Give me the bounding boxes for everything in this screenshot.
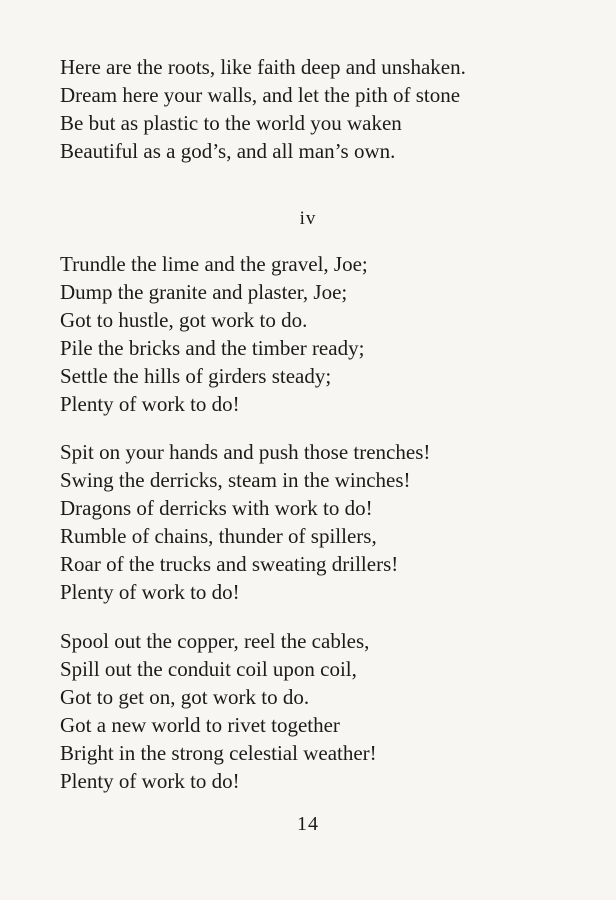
poem-line: Here are the roots, like faith deep and unshaken. <box>60 55 466 79</box>
poem-line: Trundle the lime and the gravel, Joe; <box>60 252 368 276</box>
poem-line: Swing the derricks, steam in the winches! <box>60 468 411 492</box>
poem-line: Got to get on, got work to do. <box>60 685 310 709</box>
poem-line: Bright in the strong celestial weather! <box>60 741 377 765</box>
stanza-4 <box>60 627 580 795</box>
poem-line: Spool out the copper, reel the cables, <box>60 629 370 653</box>
poem-line: Settle the hills of girders steady; <box>60 364 332 388</box>
section-number: iv <box>299 208 317 229</box>
poem-line: Got to hustle, got work to do. <box>60 308 308 332</box>
poem-line: Be but as plastic to the world you waken <box>60 111 402 135</box>
poem-line: Spill out the conduit coil upon coil, <box>60 657 357 681</box>
poem-line: Spit on your hands and push those trenches! <box>60 440 431 464</box>
poem-line: Beautiful as a god’s, and all man’s own. <box>60 139 396 163</box>
poem-line: Dream here your walls, and let the pith of stone <box>60 83 461 107</box>
poem-line: Plenty of work to do! <box>60 580 240 604</box>
stanza-1 <box>60 53 580 165</box>
poem-line: Pile the bricks and the timber ready; <box>60 336 365 360</box>
poem-line: Roar of the trucks and sweating drillers! <box>60 552 399 576</box>
poem-line: Plenty of work to do! <box>60 769 240 793</box>
poem-line: Dump the granite and plaster, Joe; <box>60 280 348 304</box>
stanza-2 <box>60 250 580 418</box>
stanza-3 <box>60 438 580 606</box>
poem-line: Rumble of chains, thunder of spillers, <box>60 524 377 548</box>
page-number: 14 <box>297 813 319 835</box>
poem-line: Plenty of work to do! <box>60 392 240 416</box>
poem-line: Got a new world to rivet together <box>60 713 340 737</box>
poem-line: Dragons of derricks with work to do! <box>60 496 373 520</box>
